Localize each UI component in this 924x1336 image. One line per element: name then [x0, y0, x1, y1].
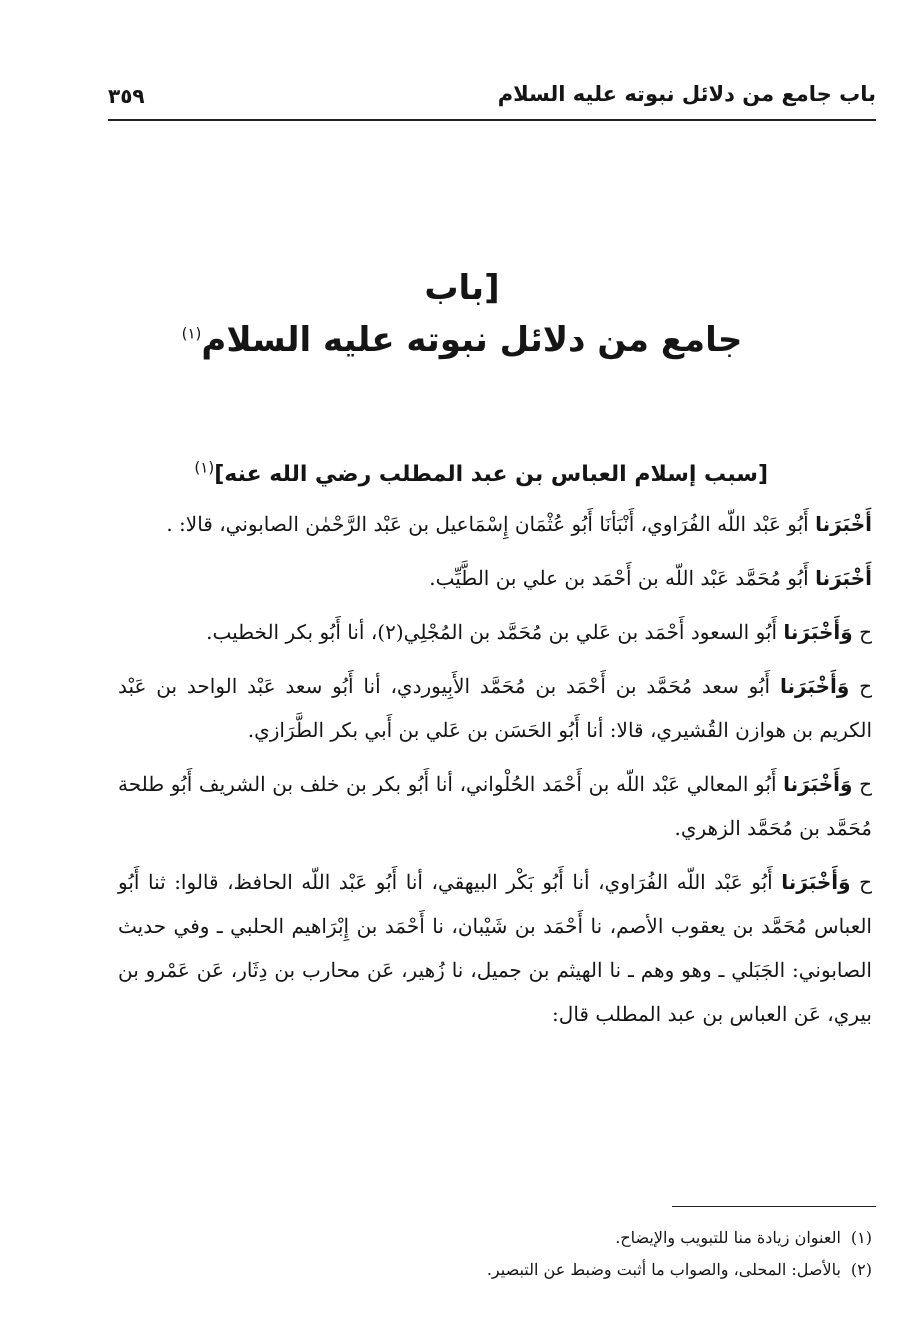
- narration-keyword: وَأَخْبَرَنا: [781, 870, 851, 894]
- paragraph-text: أَبُو عَبْد اللّه الفُرَاوي، أَنْبَأنَا أَبُو عُثْمَان إِسْمَاعيل بن عَبْد الرَّحْمٰن الصابوني، قالا: .: [166, 512, 816, 536]
- page-header: [108, 78, 876, 114]
- paragraph-text: أَبُو مُحَمَّد عَبْد اللّه بن أَحْمَد بن علي بن الطَّيِّب.: [429, 566, 816, 590]
- paragraph: [118, 860, 872, 1036]
- paragraph-lead: ح: [852, 772, 872, 796]
- footnote-text: العنوان زيادة منا للتبويب والإيضاح.: [615, 1228, 841, 1247]
- header-rule: [108, 119, 876, 121]
- chapter-footnote-ref: (١): [181, 324, 202, 343]
- section-footnote-ref: (١): [194, 458, 215, 477]
- chapter-title-text: جامع من دلائل نبوته عليه السلام: [201, 320, 743, 360]
- paragraph-text: أَبُو المعالي عَبْد اللّه بن أَحْمَد الحُلْواني، أنا أَبُو بكر بن خلف بن الشريف أَبُو طلحة مُحَمَّد بن مُحَمَّد الزهري.: [118, 772, 872, 840]
- paragraph-lead: ح: [852, 620, 872, 644]
- narration-keyword: وَأَخْبَرَنا: [783, 620, 853, 644]
- paragraph-lead: ح: [850, 870, 872, 894]
- paragraph-text: أَبُو السعود أَحْمَد بن عَلي بن مُحَمَّد بن المُجْلِي(٢)، أنا أَبُو بكر الخطيب.: [206, 620, 784, 644]
- paragraph: [118, 762, 872, 850]
- narration-keyword: أَخْبَرَنا: [815, 512, 872, 536]
- paragraph-lead: ح: [849, 674, 872, 698]
- footnote-number: (٢): [850, 1260, 872, 1279]
- paragraph-text: أَبُو سعد مُحَمَّد بن أَحْمَد بن مُحَمَّد الأَبِيوردي، أنا أَبُو سعد عَبْد الواحد بن عَبْد الكريم بن هوازن القُشيري، قالا: أنا أَبُو الحَسَن بن عَلي بن أَبي بكر الطَّرَازي.: [118, 674, 872, 742]
- narration-keyword: وَأَخْبَرَنا: [779, 674, 850, 698]
- page-number: ٣٥٩: [108, 84, 145, 108]
- chapter-title: [0, 320, 924, 360]
- paragraph: [118, 502, 872, 546]
- section-heading: [194, 458, 768, 487]
- paragraph: [118, 556, 872, 600]
- section-heading-text: [سبب إسلام العباس بن عبد المطلب رضي الله عنه]: [214, 462, 768, 487]
- footnote: [118, 1254, 872, 1286]
- body-text: [118, 502, 872, 1046]
- footnote-text: بالأصل: المحلى، والصواب ما أثبت وضبط عن التبصير.: [486, 1260, 841, 1279]
- narration-keyword: وَأَخْبَرَنا: [783, 772, 853, 796]
- paragraph: [118, 664, 872, 752]
- footnotes: [118, 1222, 872, 1286]
- narration-keyword: أَخْبَرَنا: [815, 566, 872, 590]
- footnote-rule: [672, 1206, 876, 1207]
- running-title: باب جامع من دلائل نبوته عليه السلام: [497, 82, 876, 106]
- footnote-number: (١): [850, 1228, 872, 1247]
- paragraph: [118, 610, 872, 654]
- chapter-label: [باب: [424, 268, 500, 308]
- footnote: [118, 1222, 872, 1254]
- paragraph-text: أَبُو عَبْد اللّه الفُرَاوي، أنا أَبُو بَكْر البيهقي، أنا أَبُو عَبْد اللّه الحافظ، قالوا: ثنا أَبُو العباس مُحَمَّد بن يعقوب الأصم، نا أَحْمَد بن شَيْبان، نا أَحْمَد بن إِبْرَاهيم الحلبي ـ وفي حديث الصابوني: الجَبَلي ـ وهو وهم ـ نا الهيثم بن جميل، نا زُهير، عَن محارب بن دِثَار، عَن عَمْرو بن بيري، عَن العباس بن عبد المطلب قال:: [118, 870, 872, 1026]
